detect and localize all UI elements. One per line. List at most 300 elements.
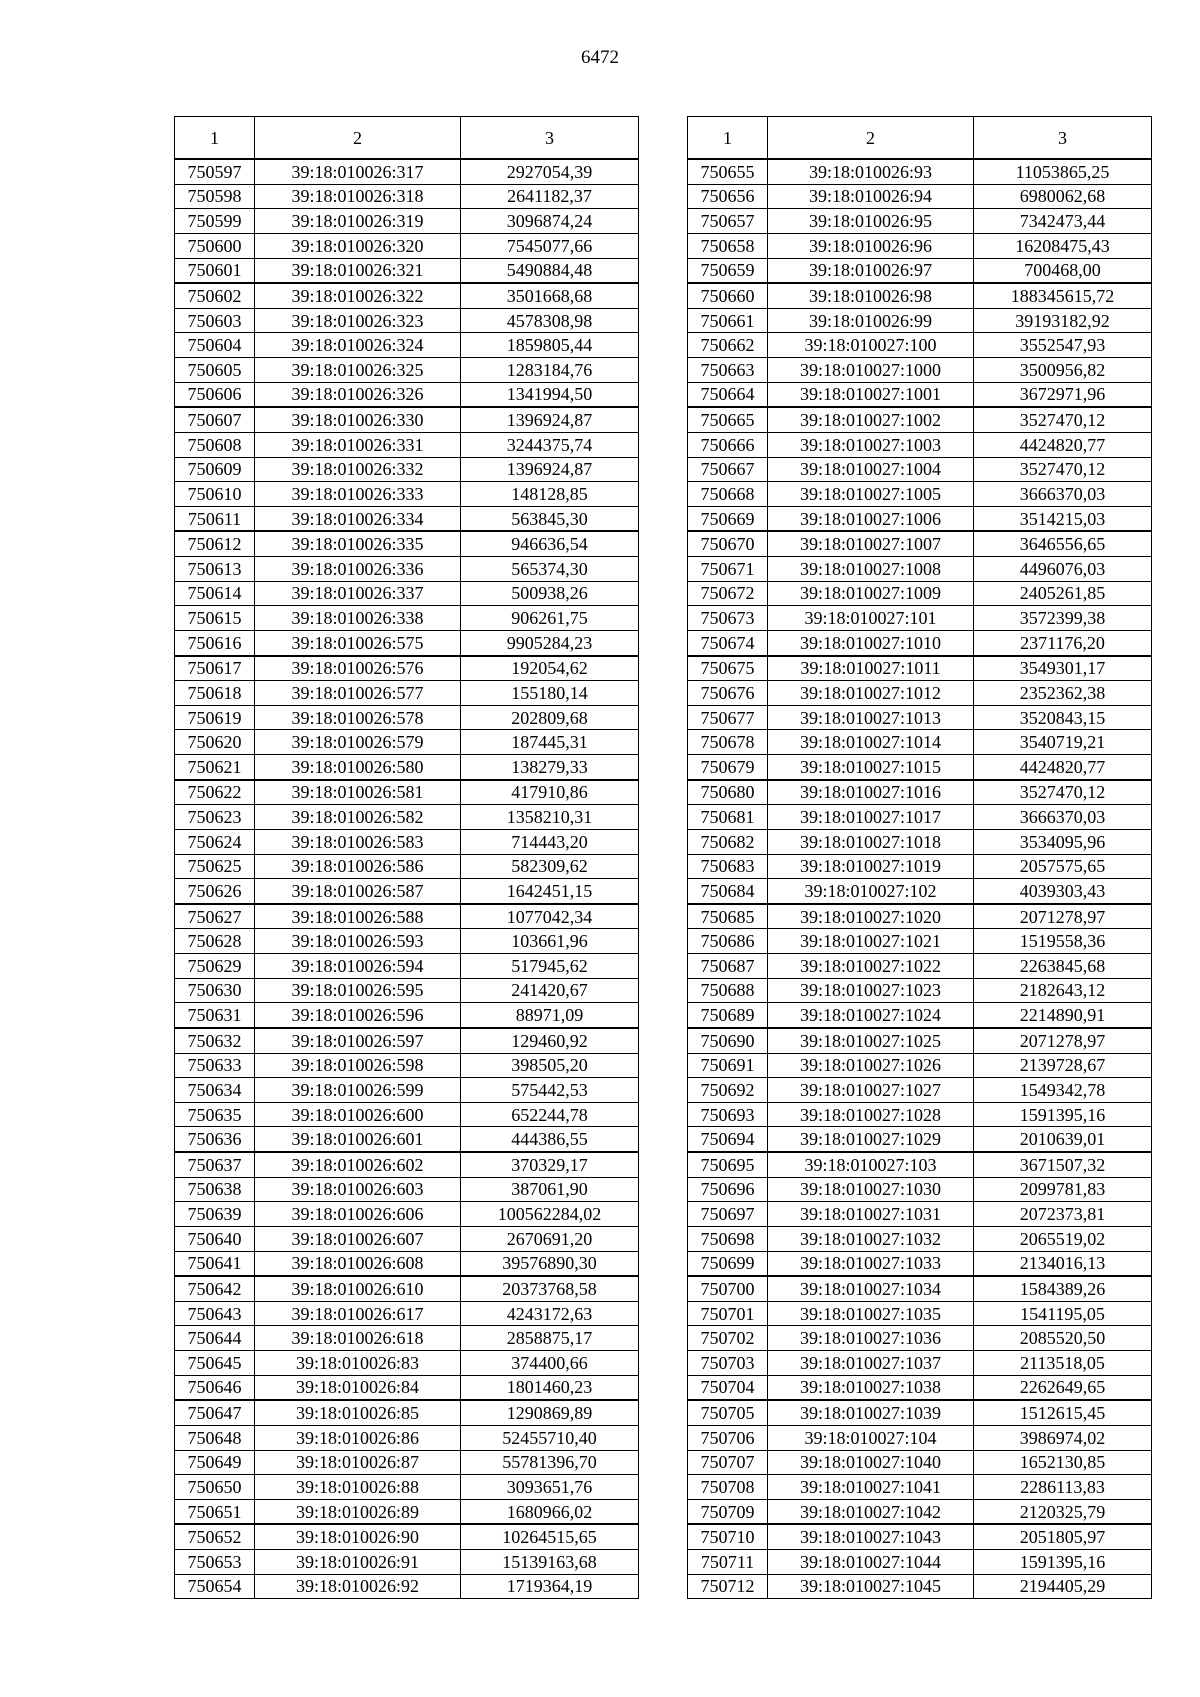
value-cell: 3534095,96	[974, 829, 1152, 854]
cadastral-number-cell: 39:18:010026:597	[255, 1028, 461, 1053]
row-number-cell: 750658	[688, 233, 768, 258]
value-cell: 3671507,32	[974, 1152, 1152, 1177]
table-row	[175, 1574, 639, 1599]
row-number-cell: 750641	[175, 1251, 255, 1276]
value-cell: 444386,55	[461, 1127, 639, 1152]
value-cell: 565374,30	[461, 557, 639, 582]
table-row	[688, 557, 1152, 582]
row-number-cell: 750696	[688, 1177, 768, 1202]
table-row	[688, 184, 1152, 209]
value-cell: 906261,75	[461, 606, 639, 631]
row-number-cell: 750617	[175, 656, 255, 681]
value-cell: 2134016,13	[974, 1251, 1152, 1276]
table-row	[175, 283, 639, 308]
cadastral-number-cell: 39:18:010027:102	[768, 879, 974, 904]
cadastral-number-cell: 39:18:010026:322	[255, 283, 461, 308]
cadastral-number-cell: 39:18:010027:1043	[768, 1524, 974, 1549]
cadastral-number-cell: 39:18:010027:1020	[768, 904, 974, 929]
row-number-cell: 750642	[175, 1276, 255, 1301]
table-row	[688, 358, 1152, 383]
cadastral-number-cell: 39:18:010026:606	[255, 1202, 461, 1227]
table-row	[175, 1375, 639, 1400]
value-cell: 2927054,39	[461, 159, 639, 184]
row-number-cell: 750686	[688, 929, 768, 954]
value-cell: 11053865,25	[974, 159, 1152, 184]
table-row	[175, 1127, 639, 1152]
table-row	[688, 904, 1152, 929]
table-row	[688, 283, 1152, 308]
table-row	[688, 1276, 1152, 1301]
row-number-cell: 750625	[175, 854, 255, 879]
cadastral-number-cell: 39:18:010027:1014	[768, 730, 974, 755]
right-table	[687, 116, 1152, 1599]
cadastral-number-cell: 39:18:010027:1005	[768, 482, 974, 507]
value-cell: 1290869,89	[461, 1400, 639, 1425]
value-cell: 4424820,77	[974, 432, 1152, 457]
value-cell: 1283184,76	[461, 358, 639, 383]
left-table-body	[175, 159, 639, 1599]
value-cell: 2670691,20	[461, 1226, 639, 1251]
value-cell: 2641182,37	[461, 184, 639, 209]
table-row	[175, 630, 639, 655]
row-number-cell: 750611	[175, 506, 255, 531]
value-cell: 370329,17	[461, 1152, 639, 1177]
table-row	[688, 1524, 1152, 1549]
table-row	[175, 904, 639, 929]
column-header-2: 2	[768, 117, 974, 160]
row-number-cell: 750705	[688, 1400, 768, 1425]
cadastral-number-cell: 39:18:010026:94	[768, 184, 974, 209]
value-cell: 2072373,81	[974, 1202, 1152, 1227]
value-cell: 2120325,79	[974, 1499, 1152, 1524]
table-row	[175, 656, 639, 681]
cadastral-number-cell: 39:18:010027:1009	[768, 581, 974, 606]
column-header-2: 2	[255, 117, 461, 160]
row-number-cell: 750655	[688, 159, 768, 184]
table-row	[688, 755, 1152, 780]
table-row	[688, 432, 1152, 457]
row-number-cell: 750614	[175, 581, 255, 606]
cadastral-number-cell: 39:18:010026:320	[255, 233, 461, 258]
cadastral-number-cell: 39:18:010026:84	[255, 1375, 461, 1400]
table-row	[175, 482, 639, 507]
table-row	[688, 457, 1152, 482]
cadastral-number-cell: 39:18:010027:100	[768, 333, 974, 358]
cadastral-number-cell: 39:18:010026:330	[255, 407, 461, 432]
cadastral-number-cell: 39:18:010026:92	[255, 1574, 461, 1599]
value-cell: 3552547,93	[974, 333, 1152, 358]
table-row	[688, 1550, 1152, 1575]
row-number-cell: 750622	[175, 780, 255, 805]
row-number-cell: 750646	[175, 1375, 255, 1400]
row-number-cell: 750631	[175, 1003, 255, 1028]
table-row	[175, 1003, 639, 1028]
cadastral-number-cell: 39:18:010026:319	[255, 209, 461, 234]
row-number-cell: 750657	[688, 209, 768, 234]
cadastral-number-cell: 39:18:010026:603	[255, 1177, 461, 1202]
value-cell: 3514215,03	[974, 506, 1152, 531]
value-cell: 946636,54	[461, 531, 639, 556]
value-cell: 2352362,38	[974, 681, 1152, 706]
row-number-cell: 750616	[175, 630, 255, 655]
cadastral-number-cell: 39:18:010026:93	[768, 159, 974, 184]
row-number-cell: 750599	[175, 209, 255, 234]
table-row	[688, 879, 1152, 904]
table-row	[175, 382, 639, 407]
row-number-cell: 750694	[688, 1127, 768, 1152]
row-number-cell: 750665	[688, 407, 768, 432]
cadastral-number-cell: 39:18:010026:607	[255, 1226, 461, 1251]
table-row	[688, 730, 1152, 755]
cadastral-number-cell: 39:18:010027:1012	[768, 681, 974, 706]
row-number-cell: 750693	[688, 1102, 768, 1127]
cadastral-number-cell: 39:18:010026:91	[255, 1550, 461, 1575]
value-cell: 2858875,17	[461, 1326, 639, 1351]
left-table	[174, 116, 639, 1599]
row-number-cell: 750635	[175, 1102, 255, 1127]
value-cell: 2085520,50	[974, 1326, 1152, 1351]
value-cell: 1680966,02	[461, 1499, 639, 1524]
cadastral-number-cell: 39:18:010027:1031	[768, 1202, 974, 1227]
cadastral-number-cell: 39:18:010027:1006	[768, 506, 974, 531]
table-row	[175, 358, 639, 383]
row-number-cell: 750706	[688, 1425, 768, 1450]
column-header-1: 1	[175, 117, 255, 160]
value-cell: 3501668,68	[461, 283, 639, 308]
table-row	[688, 1251, 1152, 1276]
value-cell: 188345615,72	[974, 283, 1152, 308]
table-row	[688, 1226, 1152, 1251]
table-row	[175, 606, 639, 631]
table-row	[175, 1550, 639, 1575]
table-row	[688, 978, 1152, 1003]
table-row	[688, 1425, 1152, 1450]
table-row	[688, 407, 1152, 432]
row-number-cell: 750620	[175, 730, 255, 755]
row-number-cell: 750632	[175, 1028, 255, 1053]
cadastral-number-cell: 39:18:010027:1030	[768, 1177, 974, 1202]
value-cell: 714443,20	[461, 829, 639, 854]
cadastral-number-cell: 39:18:010027:1001	[768, 382, 974, 407]
row-number-cell: 750687	[688, 954, 768, 979]
table-row	[688, 333, 1152, 358]
row-number-cell: 750710	[688, 1524, 768, 1549]
value-cell: 1396924,87	[461, 407, 639, 432]
value-cell: 202809,68	[461, 705, 639, 730]
row-number-cell: 750668	[688, 482, 768, 507]
row-number-cell: 750677	[688, 705, 768, 730]
table-row	[688, 1102, 1152, 1127]
table-row	[688, 606, 1152, 631]
cadastral-number-cell: 39:18:010026:587	[255, 879, 461, 904]
row-number-cell: 750613	[175, 557, 255, 582]
cadastral-number-cell: 39:18:010026:582	[255, 805, 461, 830]
table-row	[688, 1078, 1152, 1103]
row-number-cell: 750598	[175, 184, 255, 209]
cadastral-number-cell: 39:18:010026:96	[768, 233, 974, 258]
value-cell: 16208475,43	[974, 233, 1152, 258]
row-number-cell: 750669	[688, 506, 768, 531]
value-cell: 575442,53	[461, 1078, 639, 1103]
cadastral-number-cell: 39:18:010026:89	[255, 1499, 461, 1524]
column-header-3: 3	[461, 117, 639, 160]
cadastral-number-cell: 39:18:010027:1033	[768, 1251, 974, 1276]
row-number-cell: 750670	[688, 531, 768, 556]
row-number-cell: 750627	[175, 904, 255, 929]
table-row	[175, 457, 639, 482]
cadastral-number-cell: 39:18:010026:575	[255, 630, 461, 655]
row-number-cell: 750607	[175, 407, 255, 432]
table-row	[688, 1499, 1152, 1524]
cadastral-number-cell: 39:18:010027:1024	[768, 1003, 974, 1028]
value-cell: 2405261,85	[974, 581, 1152, 606]
cadastral-number-cell: 39:18:010027:1045	[768, 1574, 974, 1599]
cadastral-number-cell: 39:18:010027:104	[768, 1425, 974, 1450]
cadastral-number-cell: 39:18:010026:332	[255, 457, 461, 482]
table-row	[175, 1301, 639, 1326]
value-cell: 1584389,26	[974, 1276, 1152, 1301]
value-cell: 1801460,23	[461, 1375, 639, 1400]
row-number-cell: 750624	[175, 829, 255, 854]
cadastral-number-cell: 39:18:010027:1025	[768, 1028, 974, 1053]
cadastral-number-cell: 39:18:010027:1017	[768, 805, 974, 830]
value-cell: 1519558,36	[974, 929, 1152, 954]
table-row	[175, 1499, 639, 1524]
value-cell: 9905284,23	[461, 630, 639, 655]
table-row	[175, 1425, 639, 1450]
table-row	[175, 681, 639, 706]
row-number-cell: 750606	[175, 382, 255, 407]
cadastral-number-cell: 39:18:010026:325	[255, 358, 461, 383]
row-number-cell: 750676	[688, 681, 768, 706]
table-row	[688, 1450, 1152, 1475]
value-cell: 3646556,65	[974, 531, 1152, 556]
cadastral-number-cell: 39:18:010027:1036	[768, 1326, 974, 1351]
value-cell: 700468,00	[974, 258, 1152, 283]
cadastral-number-cell: 39:18:010026:99	[768, 308, 974, 333]
cadastral-number-cell: 39:18:010027:1011	[768, 656, 974, 681]
value-cell: 39193182,92	[974, 308, 1152, 333]
row-number-cell: 750664	[688, 382, 768, 407]
cadastral-number-cell: 39:18:010026:86	[255, 1425, 461, 1450]
value-cell: 4424820,77	[974, 755, 1152, 780]
row-number-cell: 750619	[175, 705, 255, 730]
value-cell: 1591395,16	[974, 1102, 1152, 1127]
cadastral-number-cell: 39:18:010027:1034	[768, 1276, 974, 1301]
cadastral-number-cell: 39:18:010027:1035	[768, 1301, 974, 1326]
cadastral-number-cell: 39:18:010027:1018	[768, 829, 974, 854]
table-row	[175, 805, 639, 830]
table-row	[688, 258, 1152, 283]
table-row	[688, 681, 1152, 706]
row-number-cell: 750649	[175, 1450, 255, 1475]
row-number-cell: 750680	[688, 780, 768, 805]
row-number-cell: 750647	[175, 1400, 255, 1425]
table-row	[175, 233, 639, 258]
table-row	[175, 1053, 639, 1078]
value-cell: 4578308,98	[461, 308, 639, 333]
value-cell: 52455710,40	[461, 1425, 639, 1450]
row-number-cell: 750671	[688, 557, 768, 582]
row-number-cell: 750660	[688, 283, 768, 308]
cadastral-number-cell: 39:18:010027:1007	[768, 531, 974, 556]
table-row	[688, 1152, 1152, 1177]
value-cell: 1541195,05	[974, 1301, 1152, 1326]
value-cell: 88971,09	[461, 1003, 639, 1028]
value-cell: 2065519,02	[974, 1226, 1152, 1251]
row-number-cell: 750663	[688, 358, 768, 383]
table-row	[688, 209, 1152, 234]
row-number-cell: 750688	[688, 978, 768, 1003]
row-number-cell: 750709	[688, 1499, 768, 1524]
table-header-row	[688, 117, 1152, 160]
table-row	[688, 805, 1152, 830]
value-cell: 192054,62	[461, 656, 639, 681]
table-row	[688, 1003, 1152, 1028]
cadastral-number-cell: 39:18:010026:583	[255, 829, 461, 854]
page-number: 6472	[581, 47, 619, 68]
row-number-cell: 750704	[688, 1375, 768, 1400]
row-number-cell: 750653	[175, 1550, 255, 1575]
cadastral-number-cell: 39:18:010026:576	[255, 656, 461, 681]
cadastral-number-cell: 39:18:010027:1026	[768, 1053, 974, 1078]
cadastral-number-cell: 39:18:010026:317	[255, 159, 461, 184]
row-number-cell: 750662	[688, 333, 768, 358]
value-cell: 417910,86	[461, 780, 639, 805]
cadastral-number-cell: 39:18:010027:1016	[768, 780, 974, 805]
value-cell: 20373768,58	[461, 1276, 639, 1301]
row-number-cell: 750608	[175, 432, 255, 457]
cadastral-number-cell: 39:18:010026:594	[255, 954, 461, 979]
row-number-cell: 750698	[688, 1226, 768, 1251]
row-number-cell: 750707	[688, 1450, 768, 1475]
value-cell: 241420,67	[461, 978, 639, 1003]
cadastral-number-cell: 39:18:010026:580	[255, 755, 461, 780]
column-header-3: 3	[974, 117, 1152, 160]
table-row	[175, 829, 639, 854]
row-number-cell: 750682	[688, 829, 768, 854]
cadastral-number-cell: 39:18:010026:617	[255, 1301, 461, 1326]
cadastral-number-cell: 39:18:010027:1039	[768, 1400, 974, 1425]
table-row	[688, 1053, 1152, 1078]
value-cell: 2371176,20	[974, 630, 1152, 655]
row-number-cell: 750712	[688, 1574, 768, 1599]
cadastral-number-cell: 39:18:010027:1038	[768, 1375, 974, 1400]
cadastral-number-cell: 39:18:010026:331	[255, 432, 461, 457]
row-number-cell: 750628	[175, 929, 255, 954]
row-number-cell: 750697	[688, 1202, 768, 1227]
row-number-cell: 750644	[175, 1326, 255, 1351]
row-number-cell: 750640	[175, 1226, 255, 1251]
value-cell: 10264515,65	[461, 1524, 639, 1549]
cadastral-number-cell: 39:18:010027:1019	[768, 854, 974, 879]
value-cell: 3527470,12	[974, 407, 1152, 432]
row-number-cell: 750661	[688, 308, 768, 333]
value-cell: 582309,62	[461, 854, 639, 879]
cadastral-number-cell: 39:18:010027:101	[768, 606, 974, 631]
table-row	[175, 1251, 639, 1276]
table-row	[175, 1102, 639, 1127]
value-cell: 3666370,03	[974, 805, 1152, 830]
row-number-cell: 750651	[175, 1499, 255, 1524]
row-number-cell: 750667	[688, 457, 768, 482]
row-number-cell: 750615	[175, 606, 255, 631]
table-row	[175, 854, 639, 879]
value-cell: 1591395,16	[974, 1550, 1152, 1575]
cadastral-number-cell: 39:18:010027:1000	[768, 358, 974, 383]
row-number-cell: 750678	[688, 730, 768, 755]
row-number-cell: 750656	[688, 184, 768, 209]
table-row	[175, 954, 639, 979]
table-row	[688, 1202, 1152, 1227]
table-row	[175, 879, 639, 904]
cadastral-number-cell: 39:18:010026:601	[255, 1127, 461, 1152]
cadastral-number-cell: 39:18:010026:579	[255, 730, 461, 755]
cadastral-number-cell: 39:18:010026:334	[255, 506, 461, 531]
table-row	[175, 1475, 639, 1500]
value-cell: 3666370,03	[974, 482, 1152, 507]
value-cell: 3096874,24	[461, 209, 639, 234]
value-cell: 2051805,97	[974, 1524, 1152, 1549]
cadastral-number-cell: 39:18:010027:1042	[768, 1499, 974, 1524]
table-row	[175, 978, 639, 1003]
value-cell: 138279,33	[461, 755, 639, 780]
value-cell: 387061,90	[461, 1177, 639, 1202]
row-number-cell: 750703	[688, 1351, 768, 1376]
cadastral-number-cell: 39:18:010026:602	[255, 1152, 461, 1177]
row-number-cell: 750701	[688, 1301, 768, 1326]
cadastral-number-cell: 39:18:010027:1028	[768, 1102, 974, 1127]
row-number-cell: 750597	[175, 159, 255, 184]
row-number-cell: 750626	[175, 879, 255, 904]
row-number-cell: 750692	[688, 1078, 768, 1103]
value-cell: 3549301,17	[974, 656, 1152, 681]
table-row	[175, 780, 639, 805]
value-cell: 1719364,19	[461, 1574, 639, 1599]
cadastral-number-cell: 39:18:010027:1002	[768, 407, 974, 432]
row-number-cell: 750612	[175, 531, 255, 556]
cadastral-number-cell: 39:18:010026:98	[768, 283, 974, 308]
value-cell: 3572399,38	[974, 606, 1152, 631]
value-cell: 3672971,96	[974, 382, 1152, 407]
row-number-cell: 750683	[688, 854, 768, 879]
value-cell: 1642451,15	[461, 879, 639, 904]
row-number-cell: 750633	[175, 1053, 255, 1078]
cadastral-number-cell: 39:18:010026:333	[255, 482, 461, 507]
value-cell: 7545077,66	[461, 233, 639, 258]
row-number-cell: 750700	[688, 1276, 768, 1301]
table-row	[688, 854, 1152, 879]
table-row	[175, 929, 639, 954]
table-row	[688, 482, 1152, 507]
value-cell: 7342473,44	[974, 209, 1152, 234]
row-number-cell: 750623	[175, 805, 255, 830]
table-row	[175, 755, 639, 780]
value-cell: 2214890,91	[974, 1003, 1152, 1028]
table-row	[175, 1326, 639, 1351]
value-cell: 3093651,76	[461, 1475, 639, 1500]
table-row	[688, 1127, 1152, 1152]
cadastral-number-cell: 39:18:010026:586	[255, 854, 461, 879]
table-row	[175, 209, 639, 234]
table-row	[688, 159, 1152, 184]
row-number-cell: 750637	[175, 1152, 255, 1177]
value-cell: 39576890,30	[461, 1251, 639, 1276]
row-number-cell: 750674	[688, 630, 768, 655]
cadastral-number-cell: 39:18:010026:87	[255, 1450, 461, 1475]
row-number-cell: 750634	[175, 1078, 255, 1103]
cadastral-number-cell: 39:18:010026:95	[768, 209, 974, 234]
